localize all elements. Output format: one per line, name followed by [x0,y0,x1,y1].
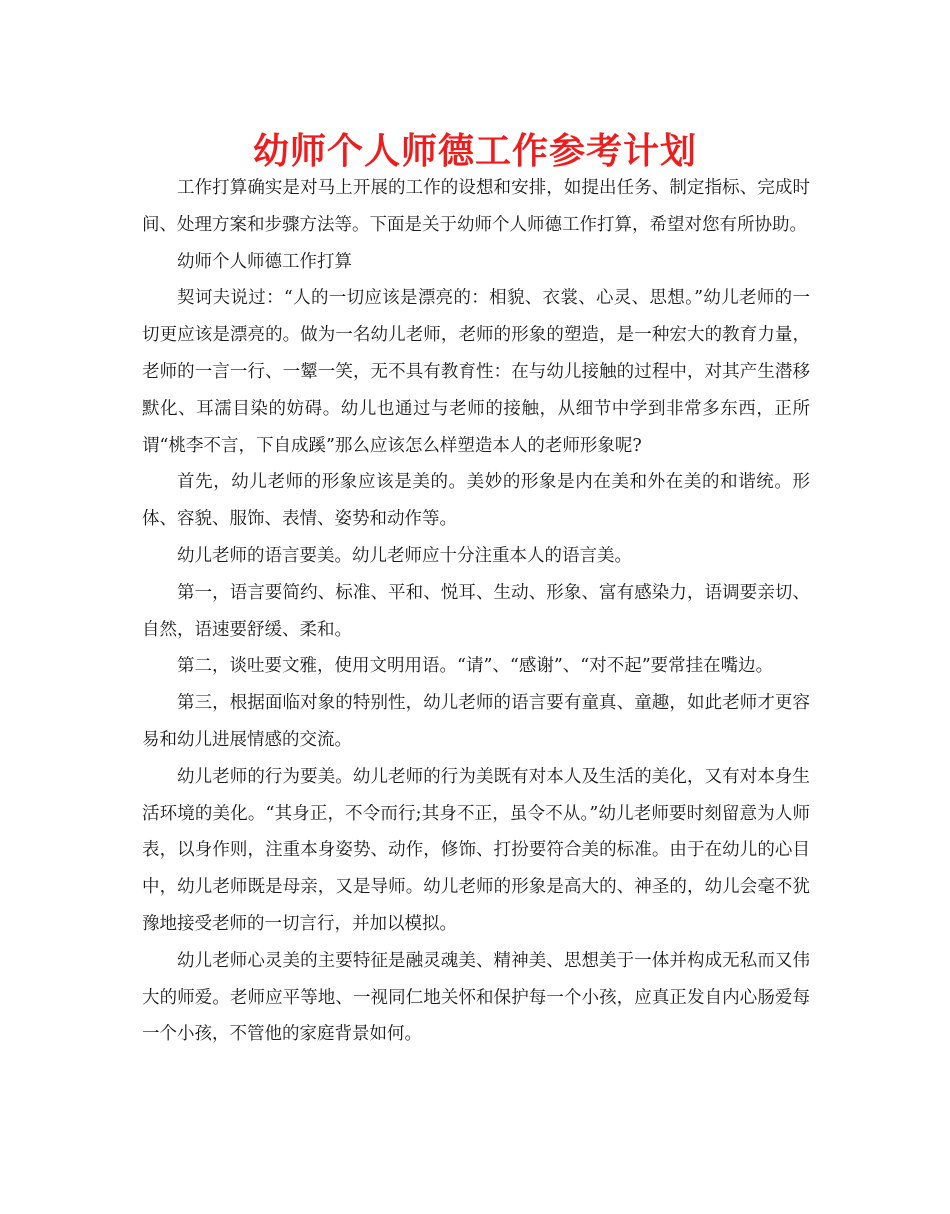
paragraph-soul-beauty: 幼儿老师心灵美的主要特征是融灵魂美、精神美、思想美于一体并构成无私而又伟大的师爱。老师应平等地、一视同仁地关怀和保护每一个小孩，应真正发自内心肠爱每一个小孩，不管他的家庭背景如何。 [142,950,810,1045]
paragraph-third-point: 第三，根据面临对象的特别性，幼儿老师的语言要有童真、童趣，如此老师才更容易和幼儿进展情感的交流。 [142,693,810,750]
paragraph-chekhov-quote: 契诃夫说过：“人的一切应该是漂亮的：相貌、衣裳、心灵、思想。”幼儿老师的一切更应该是漂亮的。做为一名幼儿老师，老师的形象的塑造，是一种宏大的教育力量，老师的一言一行、一颦一笑，无不具有教育性：在与幼儿接触的过程中，对其产生潜移默化、耳濡目染的妨碍。幼儿也通过与老师的接触，从细节中学到非常多东西，正所谓“桃李不言，下自成蹊”那么应该怎么样塑造本人的老师形象呢? [142,288,810,456]
paragraph-subheading: 幼师个人师德工作打算 [177,251,352,272]
document-title: 幼师个人师德工作参考计划 [252,131,697,172]
paragraph-language-beauty: 幼儿老师的语言要美。幼儿老师应十分注重本人的语言美。 [177,545,632,566]
paragraph-first-point: 第一，语言要简约、标准、平和、悦耳、生动、形象、富有感染力，语调要亲切、自然，语速要舒缓、柔和。 [142,582,810,640]
paragraph-second-point: 第二，谈吐要文雅，使用文明用语。“请”、“感谢”、“对不起”要常挂在嘴边。 [177,656,774,677]
document-body [142,170,810,1053]
paragraph-behavior-beauty: 幼儿老师的行为要美。幼儿老师的行为美既有对本人及生活的美化，又有对本身生活环境的美化。“其身正，不令而行;其身不正，虽令不从。”幼儿老师要时刻留意为人师表，以身作则，注重本身姿势、动作，修饰、打扮要符合美的标准。由于在幼儿的心目中，幼儿老师既是母亲，又是导师。幼儿老师的形象是高大的、神圣的，幼儿会毫不犹豫地接受老师的一切言行，并加以模拟。 [142,766,810,934]
paragraph-intro: 工作打算确实是对马上开展的工作的设想和安排，如提出任务、制定指标、完成时间、处理方案和步骤方法等。下面是关于幼师个人师德工作打算，希望对您有所协助。 [142,178,810,235]
paragraph-image-beauty: 首先，幼儿老师的形象应该是美的。美妙的形象是内在美和外在美的和谐统。形体、容貌、服饰、表情、姿势和动作等。 [142,472,810,530]
